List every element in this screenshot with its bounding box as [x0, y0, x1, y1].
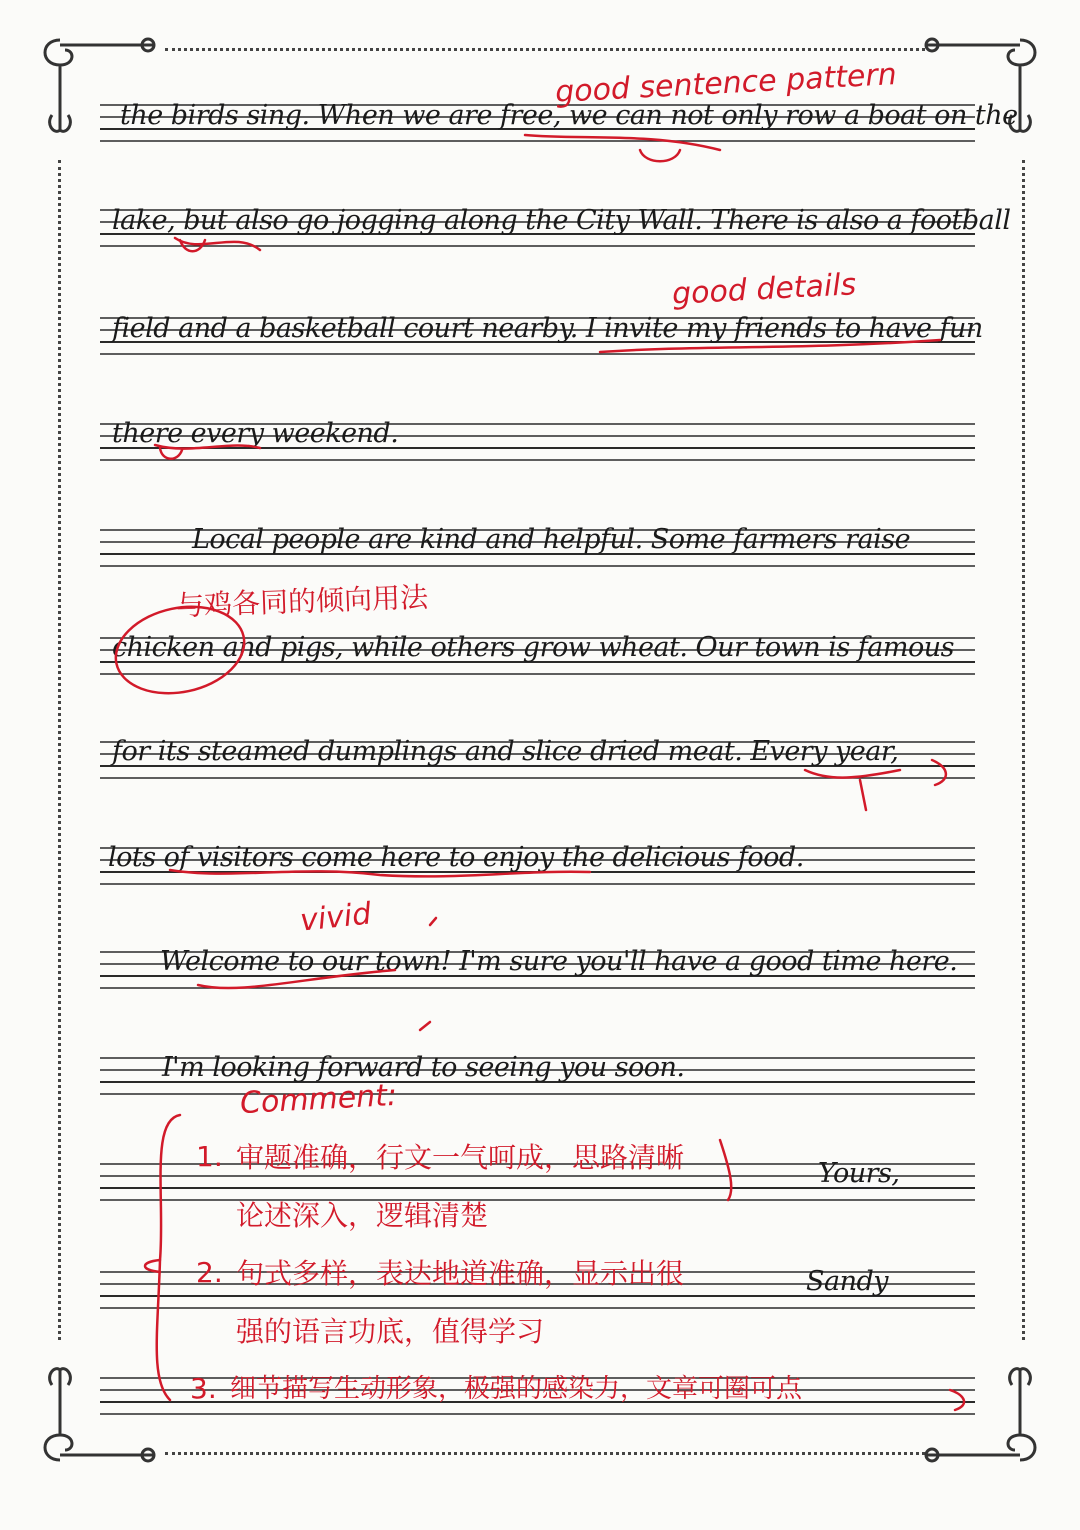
essay-line: Welcome to our town! I'm sure you'll have a good time here.: [160, 946, 958, 977]
comment-text: 强的语言功底，值得学习: [236, 1315, 545, 1348]
annotation-good-sentence: good sentence pattern: [554, 57, 898, 110]
closing-text: Yours,: [818, 1158, 900, 1189]
essay-line: there every weekend.: [112, 418, 399, 449]
essay-line: Local people are kind and helpful. Some farmers raise: [192, 524, 911, 555]
essay-line: for its steamed dumplings and slice dried meat. Every year,: [112, 736, 899, 767]
signature-text: Sandy: [806, 1266, 889, 1297]
essay-line: I'm looking forward to seeing you soon.: [162, 1052, 685, 1083]
annotation-idiom-note: 与鸡各同的倾向用法: [175, 580, 429, 623]
essay-line: chicken and pigs, while others grow wheat. Our town is famous: [112, 632, 955, 663]
comment-text: 细节描写生动形象，极强的感染力，文章可圈可点: [230, 1374, 803, 1404]
comment-number: 1.: [196, 1140, 223, 1173]
annotation-vivid: vivid: [298, 896, 373, 939]
frame-left-border: [58, 160, 61, 1340]
comment-text: 句式多样，表达地道准确，显示出很: [236, 1257, 685, 1290]
comment-number: 2.: [196, 1256, 223, 1289]
comment-text: 论述深入，逻辑清楚: [236, 1199, 489, 1232]
essay-line: lake, but also go jogging along the City Wall. There is also a football: [112, 205, 1011, 236]
essay-line: field and a basketball court nearby. I invite my friends to have fun: [112, 313, 983, 344]
annotation-good-details: good details: [671, 267, 858, 312]
essay-line: the birds sing. When we are free, we can not only row a boat on the: [120, 100, 1018, 131]
comment-heading: Comment:: [239, 1077, 398, 1122]
essay-line: lots of visitors come here to enjoy the delicious food.: [108, 842, 804, 873]
comment-text: 审题准确，行文一气呵成，思路清晰: [236, 1141, 685, 1174]
comment-number: 3.: [190, 1372, 217, 1405]
frame-right-border: [1022, 160, 1025, 1340]
